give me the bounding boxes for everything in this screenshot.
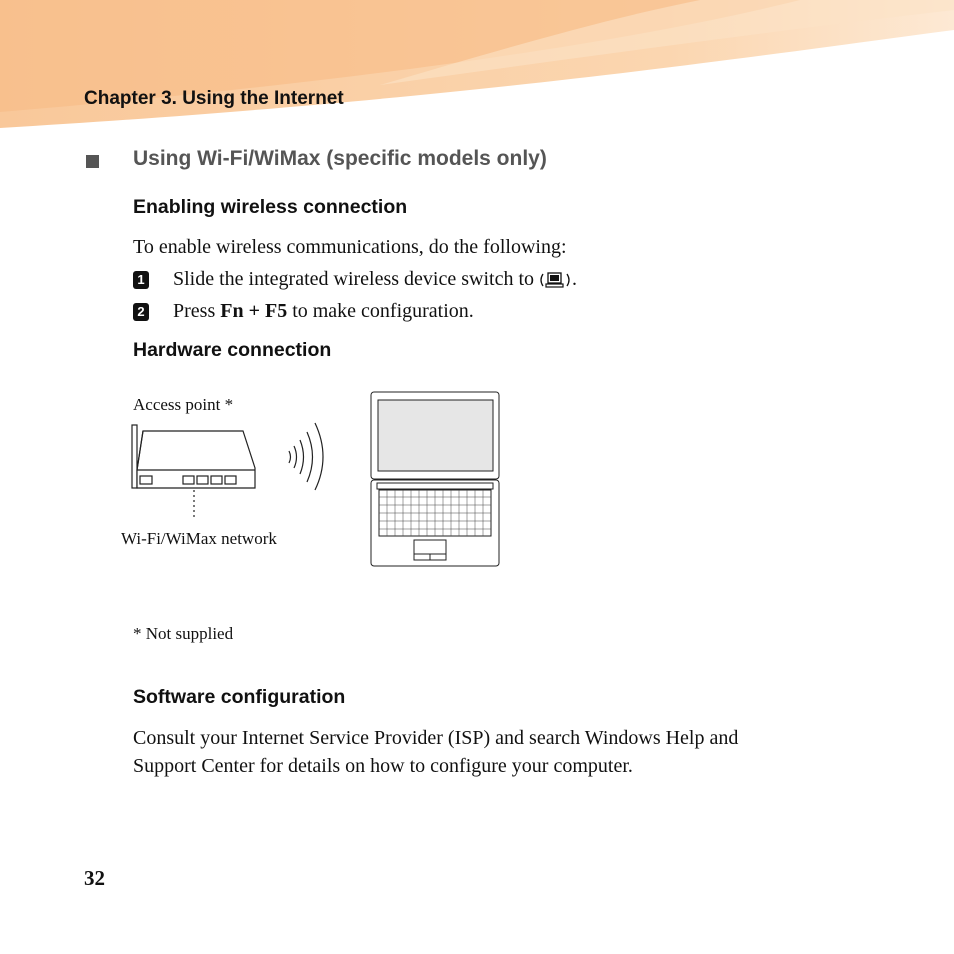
software-heading: Software configuration	[133, 686, 346, 708]
step-text: Slide the integrated wireless device switch to	[173, 268, 535, 290]
key-combo: Fn + F5	[220, 300, 288, 322]
laptop-illustration	[371, 392, 499, 566]
software-body-line2: Support Center for details on how to configure your computer.	[133, 755, 633, 777]
step-1: 1 Slide the integrated wireless device switch to .	[133, 268, 833, 294]
step-text-pre: Press	[173, 300, 221, 322]
software-body-line1: Consult your Internet Service Provider (ISP) and search Windows Help and	[133, 727, 739, 749]
footnote: * Not supplied	[133, 624, 234, 643]
section-title: Using Wi-Fi/WiMax (specific models only)	[133, 147, 547, 170]
enabling-intro: To enable wireless communications, do the following:	[133, 236, 567, 258]
router-illustration	[132, 425, 255, 520]
access-point-label: Access point *	[133, 395, 234, 414]
page-number: 32	[84, 866, 105, 890]
enabling-heading: Enabling wireless connection	[133, 196, 408, 218]
step-text-post: to make configuration.	[287, 300, 474, 322]
network-label: Wi-Fi/WiMax network	[121, 529, 277, 548]
hardware-heading: Hardware connection	[133, 339, 332, 361]
step-number: 1	[133, 271, 149, 289]
step-number: 2	[133, 303, 149, 321]
wireless-signal-icon	[289, 423, 323, 490]
chapter-title: Chapter 3. Using the Internet	[84, 88, 344, 109]
